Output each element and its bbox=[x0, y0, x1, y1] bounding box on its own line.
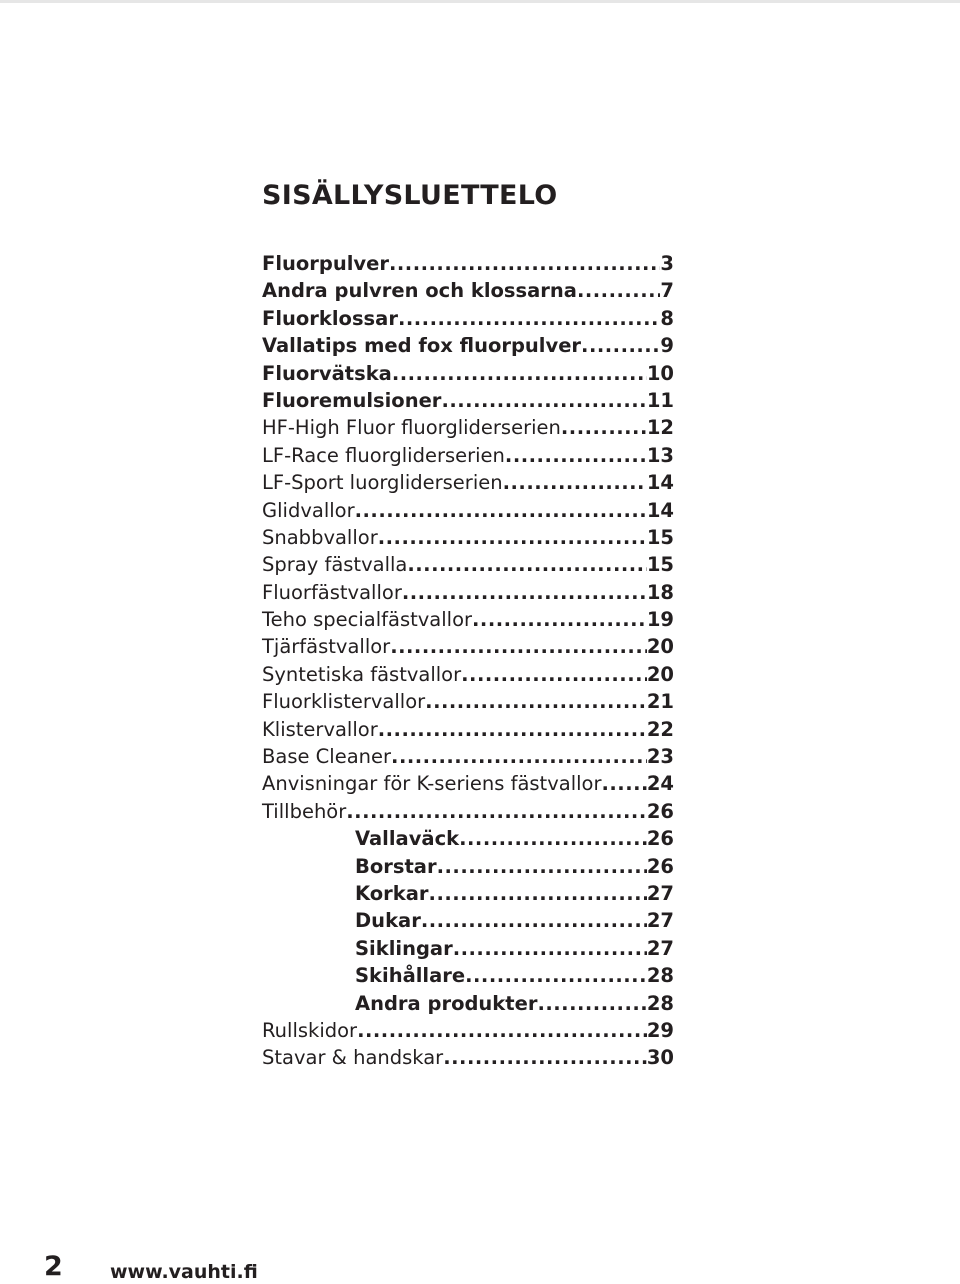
toc-entry-label: Andra pulvren och klossarna bbox=[262, 279, 577, 303]
toc-entry-page-number: 3 bbox=[660, 252, 674, 275]
toc-entry-label: LF-Sport luorgliderserien bbox=[262, 471, 503, 495]
toc-dot-leader bbox=[437, 853, 647, 880]
toc-entry-label: LF-Race fluorgliderserien bbox=[262, 443, 505, 467]
toc-entry[interactable] bbox=[262, 606, 674, 633]
toc-entry-label: Snabbvallor bbox=[262, 525, 378, 549]
toc-entry-page-number: 21 bbox=[646, 690, 674, 714]
toc-dot-leader bbox=[453, 935, 647, 962]
toc-entry[interactable] bbox=[262, 853, 674, 880]
toc-dot-leader bbox=[441, 387, 646, 414]
table-of-contents bbox=[262, 250, 674, 1072]
toc-entry[interactable] bbox=[262, 579, 674, 606]
toc-entry-label: Vallaväck bbox=[355, 827, 460, 851]
toc-entry-page-number: 19 bbox=[646, 608, 674, 632]
toc-entry-label: Vallatips med fox fluorpulver bbox=[262, 334, 582, 358]
toc-dot-leader bbox=[503, 469, 647, 496]
toc-entry-label: Klistervallor bbox=[262, 717, 378, 741]
toc-dot-leader bbox=[357, 1017, 647, 1044]
toc-entry-page-number: 30 bbox=[646, 1046, 674, 1070]
toc-dot-leader bbox=[425, 688, 647, 715]
toc-entry-page-number: 26 bbox=[646, 799, 674, 823]
toc-entry[interactable] bbox=[262, 250, 674, 277]
toc-entry-page-number: 15 bbox=[646, 553, 674, 577]
toc-entry-label: Tillbehör bbox=[262, 799, 347, 823]
toc-entry[interactable] bbox=[262, 387, 674, 414]
toc-entry-page-number: 14 bbox=[646, 498, 674, 522]
toc-entry-label: Fluorklossar bbox=[262, 306, 398, 330]
toc-dot-leader bbox=[465, 962, 647, 989]
toc-entry[interactable] bbox=[262, 907, 674, 934]
toc-entry[interactable] bbox=[262, 962, 674, 989]
toc-entry-page-number: 27 bbox=[646, 936, 674, 960]
toc-entry-page-number: 10 bbox=[646, 361, 674, 385]
toc-entry-page-number: 28 bbox=[646, 991, 674, 1015]
toc-dot-leader bbox=[346, 798, 647, 825]
toc-entry[interactable] bbox=[262, 880, 674, 907]
toc-entry[interactable] bbox=[262, 524, 674, 551]
toc-dot-leader bbox=[398, 305, 660, 332]
toc-entry-label: Dukar bbox=[355, 909, 421, 933]
toc-entry-label: Borstar bbox=[355, 854, 437, 878]
toc-dot-leader bbox=[601, 770, 646, 797]
toc-entry[interactable] bbox=[262, 825, 674, 852]
toc-entry-page-number: 11 bbox=[646, 388, 674, 412]
toc-entry-label: Andra produkter bbox=[355, 991, 538, 1015]
toc-dot-leader bbox=[505, 442, 647, 469]
toc-entry-label: Teho specialfästvallor bbox=[262, 608, 473, 632]
toc-entry-label: Glidvallor bbox=[262, 498, 355, 522]
toc-entry[interactable] bbox=[262, 633, 674, 660]
toc-entry-page-number: 7 bbox=[660, 279, 674, 303]
toc-entry-label: Syntetiska fästvallor bbox=[262, 662, 462, 686]
toc-entry-label: Fluorklistervallor bbox=[262, 690, 426, 714]
toc-dot-leader bbox=[402, 579, 647, 606]
toc-dot-leader bbox=[390, 633, 647, 660]
toc-dot-leader bbox=[391, 743, 647, 770]
toc-entry[interactable] bbox=[262, 798, 674, 825]
toc-entry[interactable] bbox=[262, 688, 674, 715]
toc-entry-page-number: 20 bbox=[646, 662, 674, 686]
toc-entry[interactable] bbox=[262, 360, 674, 387]
toc-entry-label: HF-High Fluor fluorgliderserien bbox=[262, 416, 561, 440]
toc-entry-label: Korkar bbox=[355, 881, 429, 905]
toc-entry-page-number: 8 bbox=[660, 306, 674, 330]
toc-entry[interactable] bbox=[262, 277, 674, 304]
toc-dot-leader bbox=[421, 907, 647, 934]
toc-entry-page-number: 26 bbox=[646, 827, 674, 851]
toc-dot-leader bbox=[429, 880, 647, 907]
toc-entry-label: Fluorvätska bbox=[262, 361, 392, 385]
toc-dot-leader bbox=[407, 551, 647, 578]
toc-dot-leader bbox=[461, 661, 647, 688]
toc-entry-page-number: 12 bbox=[646, 416, 674, 440]
toc-entry-page-number: 23 bbox=[646, 745, 674, 769]
toc-dot-leader bbox=[472, 606, 647, 633]
toc-entry[interactable] bbox=[262, 935, 674, 962]
toc-dot-leader bbox=[389, 250, 660, 277]
toc-entry[interactable] bbox=[262, 469, 674, 496]
toc-entry[interactable] bbox=[262, 1044, 674, 1071]
toc-entry-page-number: 22 bbox=[646, 717, 674, 741]
toc-entry-page-number: 27 bbox=[646, 881, 674, 905]
footer-url-link[interactable]: www.vauhti.fi bbox=[110, 1261, 258, 1283]
toc-entry[interactable] bbox=[262, 442, 674, 469]
toc-entry-label: Skihållare bbox=[355, 964, 466, 988]
toc-entry-page-number: 29 bbox=[646, 1018, 674, 1042]
toc-entry[interactable] bbox=[262, 497, 674, 524]
toc-entry[interactable] bbox=[262, 305, 674, 332]
toc-dot-leader bbox=[459, 825, 647, 852]
toc-dot-leader bbox=[561, 414, 647, 441]
toc-entry[interactable] bbox=[262, 743, 674, 770]
toc-dot-leader bbox=[392, 360, 647, 387]
toc-dot-leader bbox=[378, 524, 647, 551]
toc-entry[interactable] bbox=[262, 770, 674, 797]
toc-entry-page-number: 27 bbox=[646, 909, 674, 933]
toc-entry-page-number: 26 bbox=[646, 854, 674, 878]
toc-dot-leader bbox=[378, 716, 647, 743]
toc-entry-page-number: 28 bbox=[646, 964, 674, 988]
toc-entry-page-number: 13 bbox=[646, 443, 674, 467]
toc-entry-page-number: 9 bbox=[660, 334, 674, 358]
toc-entry-label: Fluoremulsioner bbox=[262, 388, 442, 412]
toc-entry-label: Stavar & handskar bbox=[262, 1046, 444, 1070]
page-top-rule bbox=[0, 0, 960, 3]
toc-entry-label: Rullskidor bbox=[262, 1018, 358, 1042]
toc-entry-page-number: 15 bbox=[646, 525, 674, 549]
toc-dot-leader bbox=[577, 277, 660, 304]
toc-entry-label: Siklingar bbox=[355, 936, 453, 960]
page-title: SISÄLLYSLUETTELO bbox=[262, 180, 558, 211]
toc-dot-leader bbox=[537, 990, 646, 1017]
toc-entry[interactable] bbox=[262, 661, 674, 688]
toc-dot-leader bbox=[355, 497, 647, 524]
toc-dot-leader bbox=[443, 1044, 647, 1071]
toc-entry-page-number: 14 bbox=[646, 471, 674, 495]
toc-entry[interactable] bbox=[262, 1017, 674, 1044]
toc-entry[interactable] bbox=[262, 551, 674, 578]
toc-entry-page-number: 18 bbox=[646, 580, 674, 604]
toc-dot-leader bbox=[581, 332, 660, 359]
toc-entry-label: Anvisningar för K-seriens fästvallor bbox=[262, 772, 602, 796]
toc-entry-page-number: 24 bbox=[646, 772, 674, 796]
toc-entry-label: Fluorpulver bbox=[262, 252, 389, 275]
toc-entry[interactable] bbox=[262, 716, 674, 743]
toc-entry[interactable] bbox=[262, 990, 674, 1017]
footer-page-number: 2 bbox=[44, 1251, 63, 1282]
toc-entry[interactable] bbox=[262, 332, 674, 359]
toc-entry-label: Tjärfästvallor bbox=[262, 635, 391, 659]
toc-entry-label: Base Cleaner bbox=[262, 745, 392, 769]
toc-entry[interactable] bbox=[262, 414, 674, 441]
toc-entry-label: Spray fästvalla bbox=[262, 553, 408, 577]
toc-entry-page-number: 20 bbox=[646, 635, 674, 659]
toc-entry-label: Fluorfästvallor bbox=[262, 580, 402, 604]
